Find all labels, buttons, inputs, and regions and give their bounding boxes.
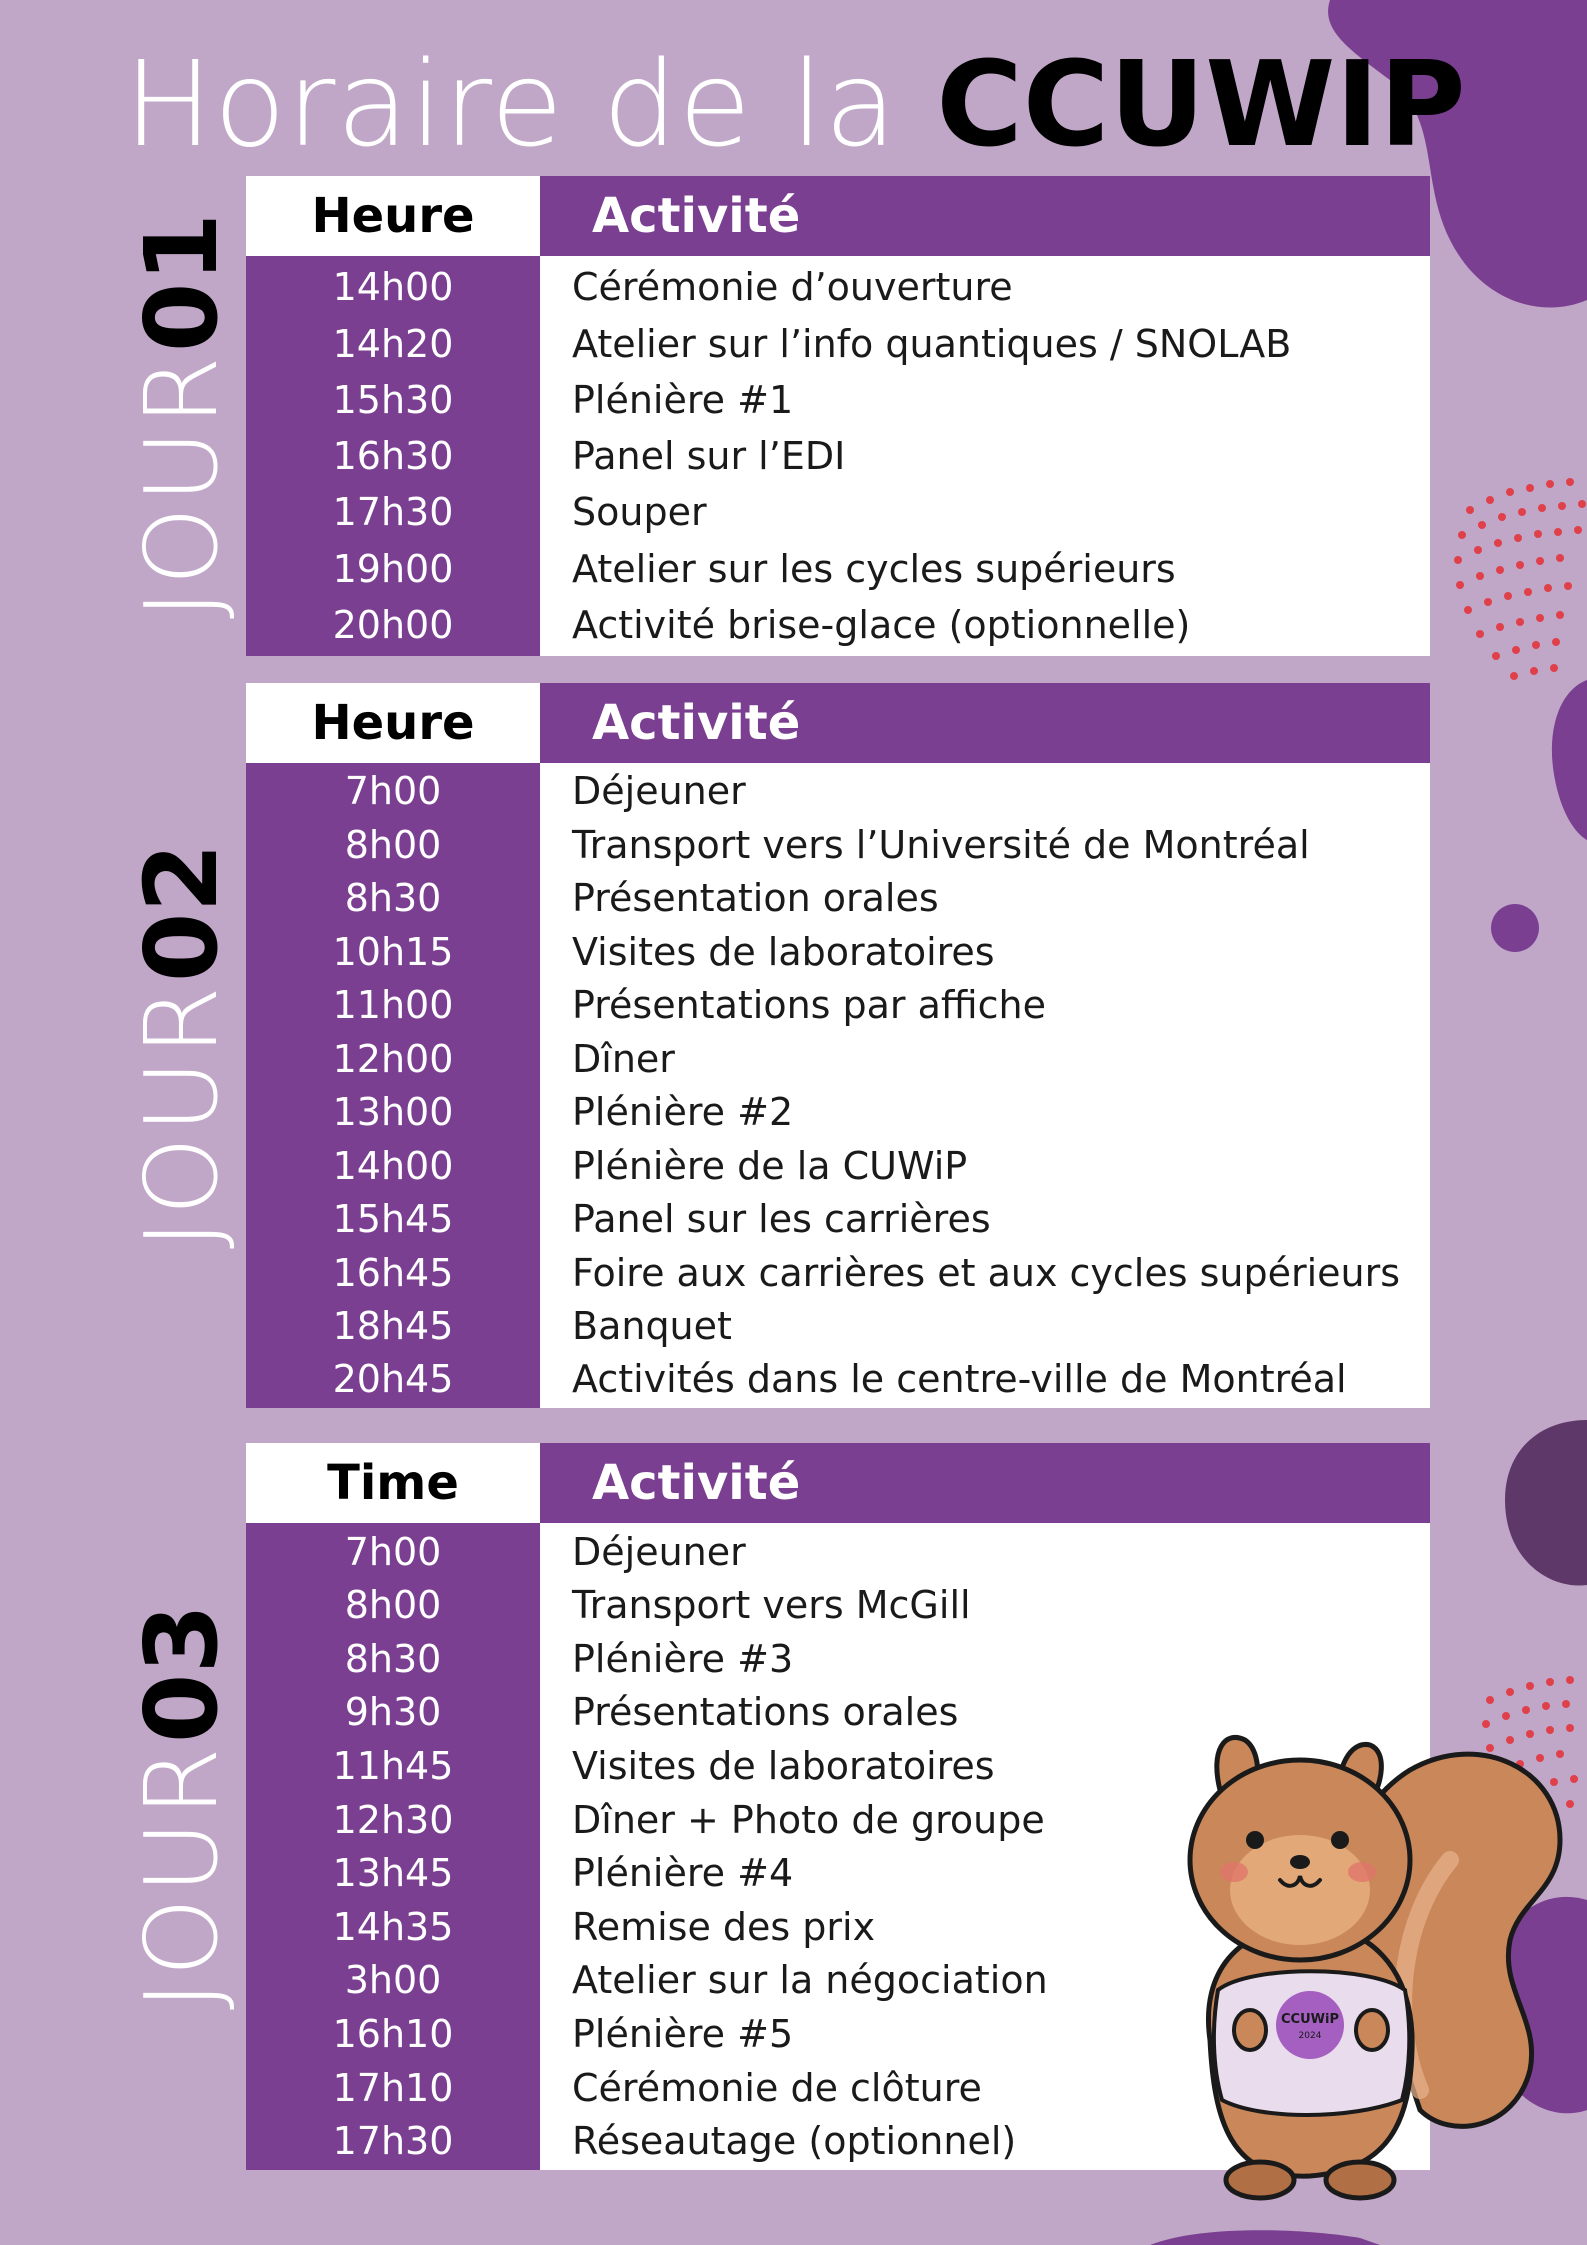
schedule-header (246, 1443, 1430, 1523)
row-activity: Cérémonie d’ouverture (572, 265, 1013, 310)
row-time: 8h30 (344, 1636, 442, 1681)
row-time: 14h35 (332, 1904, 454, 1949)
schedule-row (246, 375, 1430, 425)
row-activity: Présentation orales (572, 876, 939, 921)
row-time: 8h00 (344, 822, 442, 867)
page-title (124, 34, 1466, 174)
header-activity: Activité (540, 683, 1430, 763)
row-time: 11h45 (332, 1744, 454, 1789)
schedule-row (246, 600, 1430, 650)
row-time: 16h10 (332, 2012, 454, 2057)
row-activity: Cérémonie de clôture (572, 2065, 982, 2110)
row-time: 19h00 (332, 546, 454, 591)
schedule-row (246, 1248, 1430, 1298)
shirt-year: 2024 (1298, 2031, 1322, 2041)
row-time: 16h30 (332, 434, 454, 478)
schedule-row (246, 873, 1430, 923)
row-time: 15h45 (332, 1197, 454, 1242)
row-activity: Dîner (572, 1036, 675, 1081)
row-time: 14h20 (332, 321, 454, 366)
row-time: 20h45 (332, 1357, 454, 1402)
schedule-row (246, 766, 1430, 816)
row-time: 9h30 (344, 1690, 442, 1735)
row-time: 17h30 (332, 490, 454, 535)
schedule-row (246, 1087, 1430, 1137)
schedule-day-2 (246, 683, 1430, 1408)
schedule-row (246, 431, 1430, 481)
row-time: 17h10 (332, 2065, 454, 2110)
row-activity: Transport vers McGill (572, 1583, 971, 1628)
row-activity: Dîner + Photo de groupe (572, 1797, 1045, 1842)
bottom-wave (1150, 2230, 1380, 2245)
day-number: 01 (123, 212, 240, 353)
row-activity: Atelier sur la négociation (572, 1958, 1048, 2003)
schedule-row (246, 927, 1430, 977)
right-mid-blob (1552, 680, 1587, 840)
row-activity: Atelier sur l’info quantiques / SNOLAB (572, 321, 1292, 366)
row-activity: Présentations orales (572, 1690, 959, 1735)
day-word: JOUR (123, 981, 240, 1249)
squirrel-mascot-icon (1150, 1690, 1570, 2230)
row-time: 20h00 (332, 602, 454, 647)
row-activity: Activité brise-glace (optionnelle) (572, 602, 1191, 647)
schedule-row (246, 1034, 1430, 1084)
schedule-row (246, 1141, 1430, 1191)
row-activity: Présentations par affiche (572, 983, 1047, 1028)
header-activity: Activité (540, 176, 1430, 256)
day-label-1 (123, 176, 240, 656)
row-time: 7h00 (344, 769, 442, 814)
schedule-row (246, 319, 1430, 369)
schedule-day-1 (246, 176, 1430, 656)
header-activity: Activité (540, 1443, 1430, 1523)
schedule-row (246, 1301, 1430, 1351)
day-label-2 (123, 683, 240, 1408)
row-activity: Foire aux carrières et aux cycles supérieurs (572, 1250, 1401, 1295)
row-activity: Transport vers l’Université de Montréal (572, 822, 1310, 867)
row-time: 18h45 (332, 1303, 454, 1348)
shirt-text: CCUWiP (1281, 2012, 1339, 2027)
header-time: Heure (246, 683, 540, 763)
row-activity: Plénière #3 (572, 1636, 794, 1681)
schedule-row (246, 1527, 1430, 1577)
row-activity: Visites de laboratoires (572, 1744, 995, 1789)
header-time: Heure (246, 176, 540, 256)
row-activity: Plénière #1 (572, 377, 794, 422)
row-time: 14h00 (332, 265, 454, 310)
row-time: 13h00 (332, 1090, 454, 1135)
row-activity: Panel sur l’EDI (572, 434, 846, 478)
mascot-eye-right (1331, 1831, 1349, 1849)
row-activity: Atelier sur les cycles supérieurs (572, 546, 1176, 591)
row-activity: Réseautage (optionnel) (572, 2119, 1017, 2164)
schedule-header (246, 683, 1430, 763)
schedule-row (246, 1634, 1430, 1684)
day-number: 03 (123, 1603, 240, 1743)
schedule-header (246, 176, 1430, 256)
schedule-row (246, 1194, 1430, 1244)
mascot-eye-left (1246, 1831, 1264, 1849)
row-time: 17h30 (332, 2119, 454, 2164)
row-activity: Panel sur les carrières (572, 1197, 991, 1242)
day-number: 02 (123, 842, 240, 982)
row-activity: Activités dans le centre-ville de Montréal (572, 1357, 1347, 1402)
row-time: 8h30 (344, 876, 442, 921)
schedule-row (246, 1580, 1430, 1630)
purple-dot (1491, 904, 1539, 952)
header-time: Time (246, 1443, 540, 1523)
right-dark-blob (1505, 1420, 1587, 1586)
row-time: 7h00 (344, 1529, 442, 1574)
row-time: 16h45 (332, 1250, 454, 1295)
row-time: 13h45 (332, 1851, 454, 1896)
row-time: 14h00 (332, 1143, 454, 1188)
title-brand: CCUWIP (936, 35, 1466, 173)
row-time: 12h30 (332, 1797, 454, 1842)
row-activity: Banquet (572, 1303, 732, 1348)
row-activity: Visites de laboratoires (572, 929, 995, 974)
row-activity: Remise des prix (572, 1904, 876, 1949)
red-dots-cluster-upper (1454, 478, 1586, 680)
row-time: 12h00 (332, 1036, 454, 1081)
row-activity: Plénière #5 (572, 2012, 794, 2057)
row-activity: Plénière #2 (572, 1090, 794, 1135)
day-word: JOUR (123, 1742, 240, 2010)
schedule-body (246, 763, 1430, 1408)
day-word: JOUR (123, 352, 240, 620)
row-activity: Déjeuner (572, 1529, 746, 1574)
schedule-row (246, 820, 1430, 870)
row-time: 15h30 (332, 377, 454, 422)
row-time: 11h00 (332, 983, 454, 1028)
schedule-row (246, 980, 1430, 1030)
row-activity: Plénière de la CUWiP (572, 1143, 968, 1188)
row-time: 8h00 (344, 1583, 442, 1628)
schedule-row (246, 487, 1430, 537)
row-activity: Déjeuner (572, 769, 746, 814)
row-activity: Plénière #4 (572, 1851, 794, 1896)
day-label-3 (123, 1443, 240, 2170)
row-time: 10h15 (332, 929, 454, 974)
schedule-row (246, 262, 1430, 312)
schedule-row (246, 544, 1430, 594)
title-prefix: Horaire de la (124, 35, 898, 173)
schedule-row (246, 1354, 1430, 1404)
row-activity: Souper (572, 490, 707, 535)
row-time: 3h00 (344, 1958, 442, 2003)
mascot-nose (1290, 1855, 1310, 1869)
schedule-body (246, 256, 1430, 656)
